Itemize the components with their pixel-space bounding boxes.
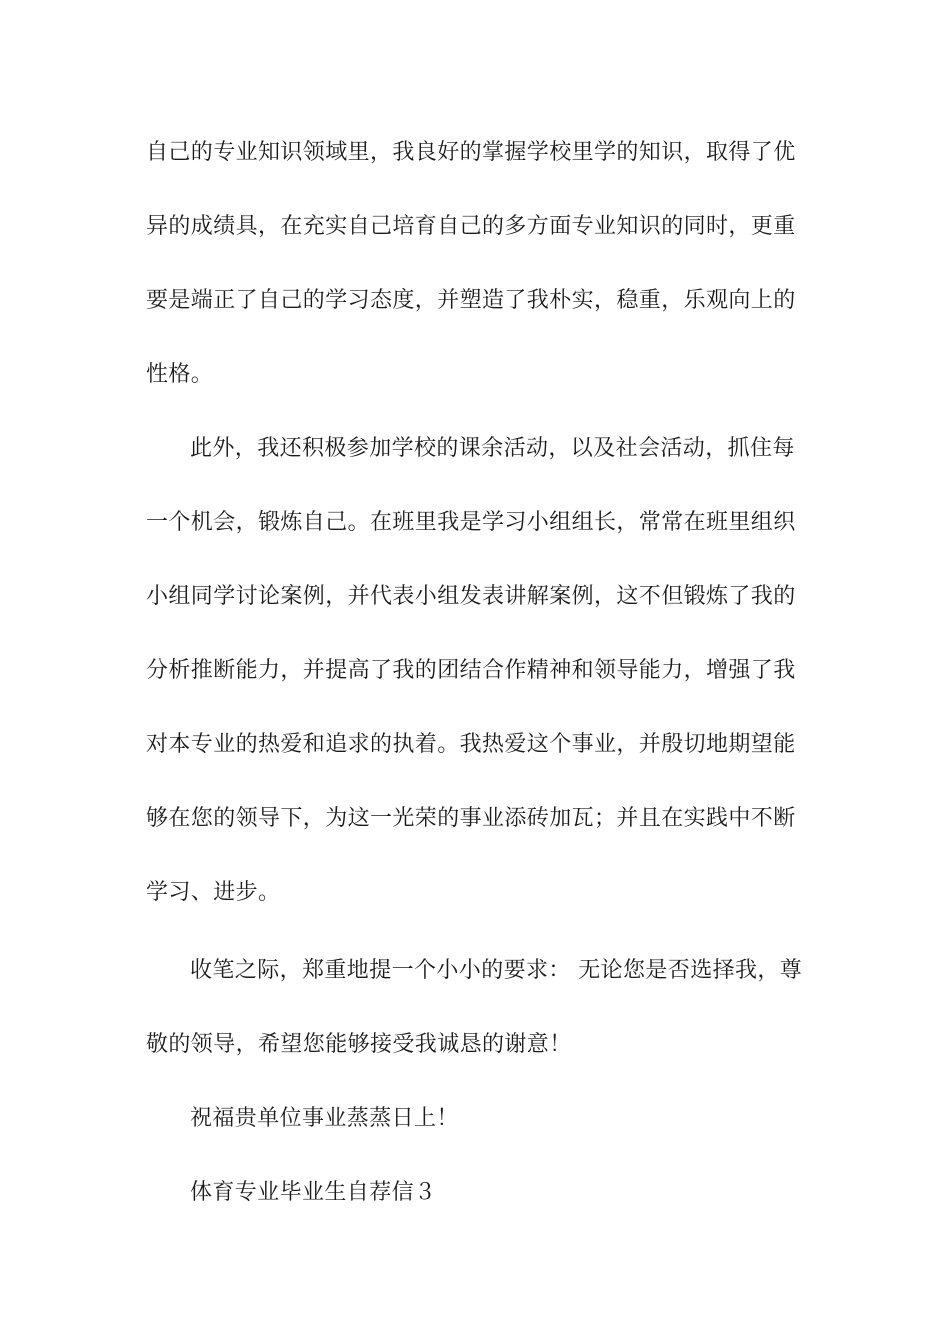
text-line: 性格。 xyxy=(146,362,214,387)
text-line: 此外，我还积极参加学校的课余活动，以及社会活动，抓住每 xyxy=(190,436,795,461)
text-line: 对本专业的热爱和追求的执着。我热爱这个事业，并殷切地期望能 xyxy=(146,732,796,757)
section-heading: 体育专业毕业生自荐信３ xyxy=(190,1180,437,1205)
text-line: 分析推断能力，并提高了我的团结合作精神和领导能力，增强了我 xyxy=(146,658,796,683)
text-line: 自己的专业知识领域里，我良好的掌握学校里学的知识，取得了优 xyxy=(146,140,796,165)
text-line: 够在您的领导下，为这一光荣的事业添砖加瓦；并且在实践中不断 xyxy=(146,806,796,831)
text-line: 学习、进步。 xyxy=(146,880,281,905)
text-line: 要是端正了自己的学习态度，并塑造了我朴实，稳重，乐观向上的 xyxy=(146,288,796,313)
text-line: 祝福贵单位事业蒸蒸日上！ xyxy=(190,1106,459,1131)
text-line: 异的成绩具，在充实自己培育自己的多方面专业知识的同时，更重 xyxy=(146,214,796,239)
text-line: 一个机会，锻炼自己。在班里我是学习小组组长，常常在班里组织 xyxy=(146,510,796,535)
text-line: 小组同学讨论案例，并代表小组发表讲解案例，这不但锻炼了我的 xyxy=(146,584,796,609)
text-line: 敬的领导，希望您能够接受我诚恳的谢意！ xyxy=(146,1032,572,1057)
text-line: 收笔之际，郑重地提一个小小的要求： 无论您是否选择我，尊 xyxy=(190,958,803,983)
